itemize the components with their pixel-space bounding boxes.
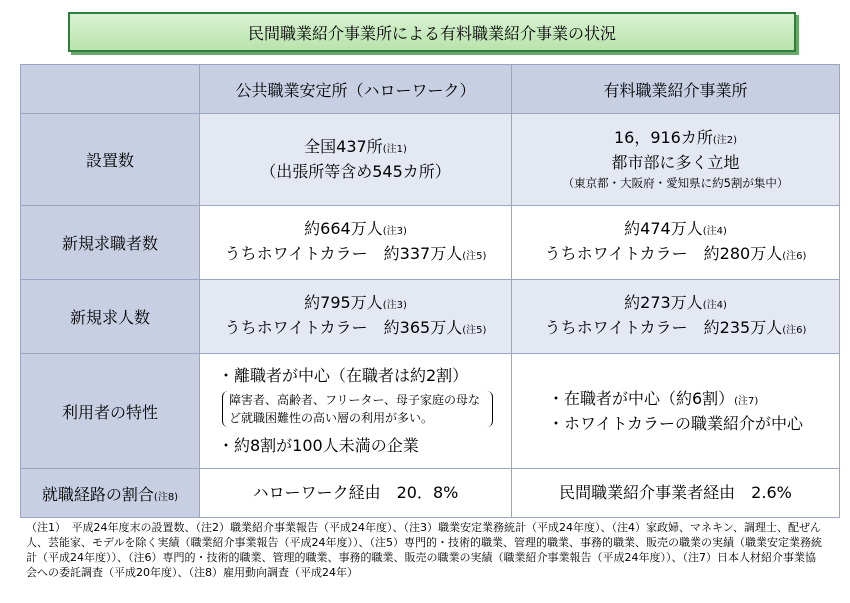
kyushoku-private-cell bbox=[512, 206, 840, 280]
tokusei-private-bullet1: ・在職者が中心（約6割） bbox=[547, 388, 735, 408]
footnote-ref: (注6) bbox=[782, 324, 807, 336]
setchi-private-detail: （東京都・大阪府・愛知県に約5割が集中） bbox=[562, 176, 789, 190]
tokusei-private-cell bbox=[512, 354, 840, 469]
footnote-ref: (注5) bbox=[462, 324, 487, 336]
keiro-private-cell bbox=[512, 469, 840, 518]
table-header-row bbox=[21, 65, 840, 114]
footnote-ref: (注3) bbox=[382, 225, 407, 237]
header-private: 有料職業紹介事業所 bbox=[512, 65, 840, 114]
table-row bbox=[21, 114, 840, 206]
keiro-public-value: ハローワーク経由 20．8% bbox=[252, 483, 459, 502]
tokusei-public-cell bbox=[200, 354, 512, 469]
footnote-ref: (注6) bbox=[782, 250, 807, 262]
footnote-ref: (注3) bbox=[382, 299, 407, 311]
footnote-ref: (注5) bbox=[462, 250, 487, 262]
footnote-ref: (注2) bbox=[712, 135, 738, 146]
row-label-keiro-text: 就職経路の割合 bbox=[41, 484, 154, 504]
row-label-kyushoku: 新規求職者数 bbox=[21, 206, 200, 280]
table-row bbox=[21, 354, 840, 469]
page-title bbox=[68, 12, 796, 52]
row-label-tokusei: 利用者の特性 bbox=[21, 354, 200, 469]
row-label-kyujin: 新規求人数 bbox=[21, 280, 200, 354]
kyushoku-public-white: うちホワイトカラー 約337万人 bbox=[224, 243, 463, 263]
comparison-table bbox=[20, 64, 840, 518]
tokusei-public-bullet2: ・約8割が100人未満の企業 bbox=[218, 436, 419, 455]
tokusei-private-bullet2: ・ホワイトカラーの職業紹介が中心 bbox=[547, 413, 804, 433]
keiro-public-cell bbox=[200, 469, 512, 518]
kyujin-private-white: うちホワイトカラー 約235万人 bbox=[544, 317, 783, 337]
footnote-ref: (注7) bbox=[734, 395, 759, 407]
kyushoku-private-white: うちホワイトカラー 約280万人 bbox=[544, 243, 783, 263]
footnote-ref: (注8) bbox=[153, 491, 179, 503]
tokusei-public-bullet1: ・離職者が中心（在職者は約2割） bbox=[218, 366, 469, 385]
setchi-private-cell bbox=[512, 114, 840, 206]
kyushoku-private-total: 約474万人 bbox=[624, 218, 703, 238]
table-row bbox=[21, 469, 840, 518]
footnotes: （注1） 平成24年度末の設置数、（注2）職業紹介事業報告（平成24年度）、（注3）職業安定業務統計（平成24年度）、（注4）家政婦、マネキン、調理士、配ぜん人、芸能家、モデルを除く実績（職業紹介事業報告（平成24年度））、（注5）専門的・技術的職業、管理的職業、事務的職業、販売の職業の実績（職業安定業務統計（平成24年度））、（注6）専門的・技術的職業、管理的職業、事務的職業、販売の職業の実績（職業紹介事業報告（平成24年度））、（注7）日本人材紹介事業協会への委託調査（平成20年度）、（注8）雇用動向調査（平成24年） bbox=[26, 521, 822, 579]
kyujin-private-cell bbox=[512, 280, 840, 354]
kyujin-private-total: 約273万人 bbox=[624, 292, 703, 312]
header-empty-cell bbox=[21, 65, 200, 114]
setchi-public-sub: （出張所等含め545カ所） bbox=[260, 162, 451, 181]
setchi-private-count: 16，916カ所 bbox=[613, 128, 713, 147]
setchi-public-count: 全国437所 bbox=[304, 137, 383, 156]
table-row bbox=[21, 280, 840, 354]
row-label-keiro bbox=[21, 469, 200, 518]
keiro-private-value: 民間職業紹介事業者経由 2.6% bbox=[559, 483, 792, 502]
header-public: 公共職業安定所（ハローワーク） bbox=[200, 65, 512, 114]
table-row bbox=[21, 206, 840, 280]
kyujin-public-white: うちホワイトカラー 約365万人 bbox=[224, 317, 463, 337]
setchi-public-cell bbox=[200, 114, 512, 206]
footnote-ref: (注4) bbox=[702, 225, 727, 237]
footnote-ref: (注1) bbox=[382, 144, 407, 155]
setchi-private-sub: 都市部に多く立地 bbox=[611, 153, 740, 172]
footnote-ref: (注4) bbox=[702, 299, 727, 311]
kyujin-public-total: 約795万人 bbox=[304, 292, 383, 312]
kyushoku-public-total: 約664万人 bbox=[304, 218, 383, 238]
row-label-setchi: 設置数 bbox=[21, 114, 200, 206]
kyujin-public-cell bbox=[200, 280, 512, 354]
tokusei-public-bracket: 障害者、高齢者、フリーター、母子家庭の母など就職困難性の高い層の利用が多い。 bbox=[222, 391, 493, 427]
kyushoku-public-cell bbox=[200, 206, 512, 280]
page-title-text: 民間職業紹介事業所による有料職業紹介事業の状況 bbox=[247, 23, 616, 43]
